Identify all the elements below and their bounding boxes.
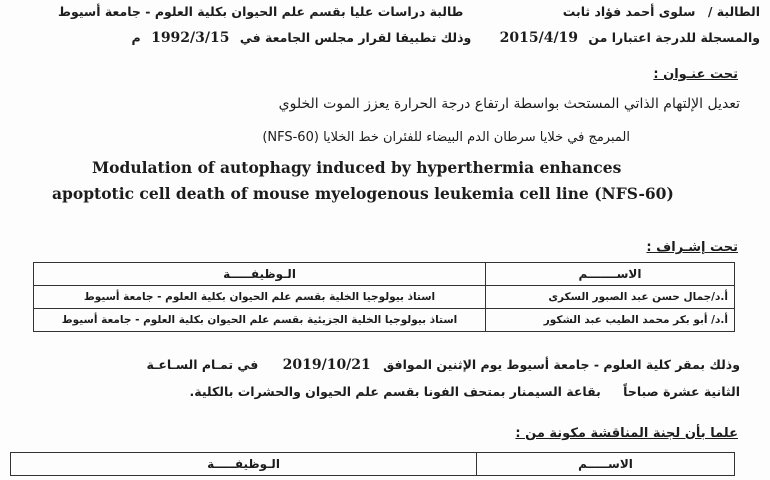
- registration-prefix: والمسجلة للدرجة اعتبارا من: [588, 30, 760, 45]
- council-date: 1992/3/15: [151, 30, 230, 46]
- supervisor-position: استاذ بيولوجيا الخلية الجزيئية بقسم علم الحيوان بكلية العلوم - جامعة أسيوط: [34, 309, 486, 332]
- supervisor-name: أ.د/ أبو بكر محمد الطيب عبد الشكور: [486, 309, 735, 332]
- student-label: الطالبة /: [707, 4, 760, 19]
- table-header-row: [34, 263, 735, 286]
- col-name-header: الاســـــم: [477, 453, 735, 476]
- student-name: سلوى أحمد فؤاد ثابت: [562, 4, 696, 19]
- student-status: طالبة دراسات عليا بقسم علم الحيوان بكلية العلوم - جامعة أسيوط: [58, 4, 464, 19]
- title-arabic-line2: المبرمج في خلايا سرطان الدم البيضاء للفئران خط الخلايا (NFS-60): [262, 130, 630, 145]
- title-arabic-line1: تعديل الإلتهام الذاتي المستحث بواسطة ارتفاع درجة الحرارة يعزز الموت الخلوي: [278, 96, 740, 112]
- council-suffix: م: [131, 30, 141, 45]
- title-heading: تحت عنـوان :: [653, 67, 738, 82]
- defense-date: 2019/10/21: [282, 357, 371, 373]
- defense-time: الثانية عشرة صباحاً: [623, 384, 740, 399]
- committee-table: [10, 452, 735, 476]
- registration-suffix: وذلك تطبيقا لقرار مجلس الجامعة في: [239, 30, 472, 45]
- registration-line: [132, 30, 760, 46]
- title-english-line2: apoptotic cell death of mouse myelogenous leukemia cell line (NFS-60): [52, 184, 674, 203]
- defense-line2: [190, 384, 741, 399]
- table-row: [34, 309, 735, 332]
- defense-line1: [146, 357, 740, 373]
- registration-date: 2015/4/19: [499, 30, 579, 46]
- supervision-heading: تحت إشـراف :: [646, 240, 738, 255]
- defense-time-prefix: في تمـام السـاعـة: [146, 357, 259, 372]
- col-name-header: الاســـــــم: [486, 263, 735, 286]
- committee-heading: علما بأن لجنة المناقشة مكونة من :: [515, 426, 738, 441]
- supervision-table: [33, 262, 735, 332]
- defense-place: بقاعة السيمنار بمتحف الفونا بقسم علم الحيوان والحشرات بالكلية.: [189, 384, 601, 399]
- title-english-line1: Modulation of autophagy induced by hyperthermia enhances: [92, 158, 622, 177]
- student-line: [58, 4, 760, 19]
- col-position-header: الـوظيفـــــة: [11, 453, 477, 476]
- defense-text: وذلك بمقر كلية العلوم - جامعة أسيوط يوم الإثنين الموافق: [383, 357, 740, 372]
- supervisor-name: أ.د/جمال حسن عبد الصبور السكرى: [486, 286, 735, 309]
- supervisor-position: استاذ بيولوجيا الخلية بقسم علم الحيوان بكلية العلوم - جامعة أسيوط: [34, 286, 486, 309]
- table-header-row: [11, 453, 735, 476]
- col-position-header: الـوظيفـــــة: [34, 263, 486, 286]
- table-row: [34, 286, 735, 309]
